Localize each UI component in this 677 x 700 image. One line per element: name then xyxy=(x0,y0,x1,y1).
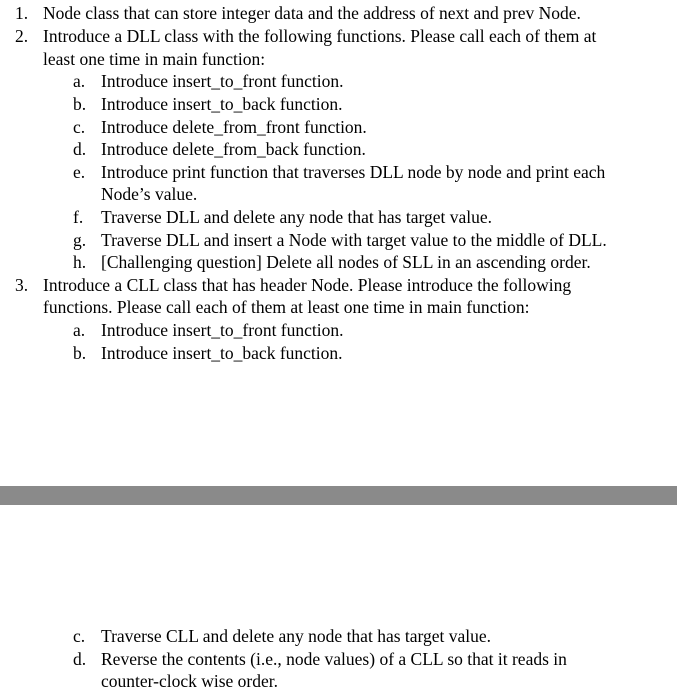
sublist-marker-3c: c. xyxy=(73,626,86,646)
subitem-3d-text-line-2: counter-clock wise order. xyxy=(101,671,279,691)
subitem-3c-text: Traverse CLL and delete any node that has target value. xyxy=(101,626,492,646)
sublist-marker-3b: b. xyxy=(73,343,87,363)
sublist-marker-2e: e. xyxy=(73,162,86,182)
sublist-marker-2f: f. xyxy=(73,207,84,227)
item-2-text-line-2: least one time in main function: xyxy=(43,49,266,69)
item-1-text: Node class that can store integer data and the address of next and prev Node. xyxy=(43,3,581,23)
subitem-2a-text: Introduce insert_to_front function. xyxy=(101,71,344,91)
list-marker-1: 1. xyxy=(15,3,29,23)
subitem-2b-text: Introduce insert_to_back function. xyxy=(101,94,343,114)
subitem-2e-text-line-2: Node’s value. xyxy=(101,184,198,204)
sublist-marker-3d: d. xyxy=(73,649,87,669)
sublist-marker-2b: b. xyxy=(73,94,87,114)
subitem-2h-text: [Challenging question] Delete all nodes of SLL in an ascending order. xyxy=(101,252,591,272)
item-3-text-line-1: Introduce a CLL class that has header Node. Please introduce the following xyxy=(43,275,572,295)
subitem-2e-text-line-1: Introduce print function that traverses DLL node by node and print each xyxy=(101,162,606,182)
sublist-marker-2h: h. xyxy=(73,252,87,272)
subitem-3b-text: Introduce insert_to_back function. xyxy=(101,343,343,363)
sublist-marker-3a: a. xyxy=(73,320,86,340)
subitem-2g-text: Traverse DLL and insert a Node with target value to the middle of DLL. xyxy=(101,230,607,250)
subitem-2f-text: Traverse DLL and delete any node that has target value. xyxy=(101,207,493,227)
sublist-marker-2d: d. xyxy=(73,139,87,159)
subitem-2c-text: Introduce delete_from_front function. xyxy=(101,117,367,137)
item-3-text-line-2: functions. Please call each of them at least one time in main function: xyxy=(43,297,530,317)
page-break-divider xyxy=(0,486,677,505)
list-marker-3: 3. xyxy=(15,275,29,295)
subitem-3d-text-line-1: Reverse the contents (i.e., node values) of a CLL so that it reads in xyxy=(101,649,567,669)
subitem-2d-text: Introduce delete_from_back function. xyxy=(101,139,366,159)
sublist-marker-2a: a. xyxy=(73,71,86,91)
sublist-marker-2g: g. xyxy=(73,230,87,250)
list-marker-2: 2. xyxy=(15,26,29,46)
item-2-text-line-1: Introduce a DLL class with the following functions. Please call each of them at xyxy=(43,26,597,46)
sublist-marker-2c: c. xyxy=(73,117,86,137)
subitem-3a-text: Introduce insert_to_front function. xyxy=(101,320,344,340)
